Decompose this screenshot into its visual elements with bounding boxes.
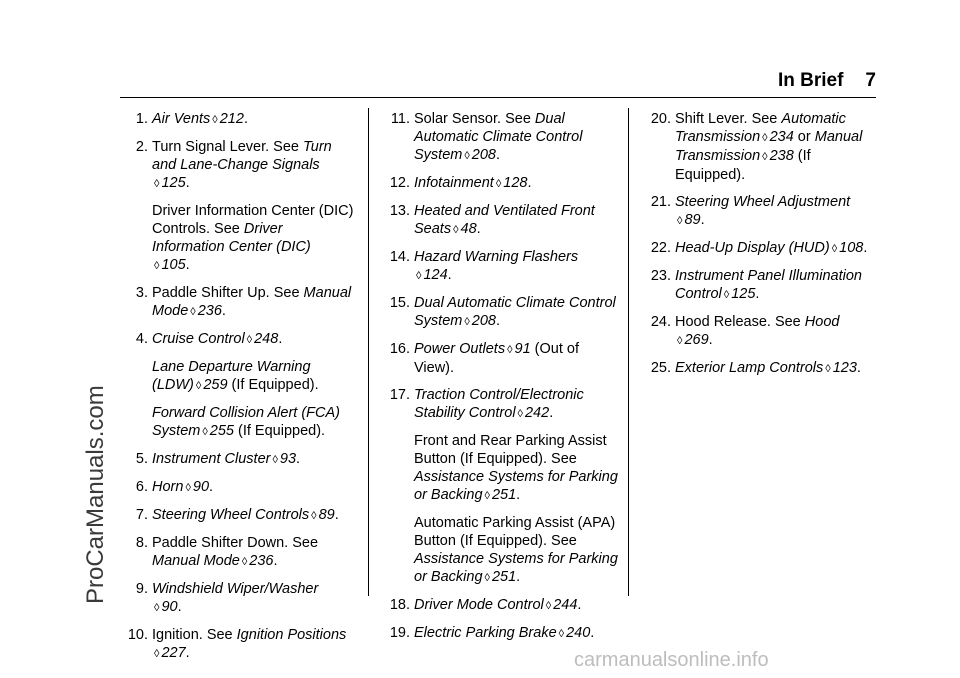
column-1 bbox=[120, 110, 358, 672]
header-divider bbox=[120, 97, 876, 98]
ref-title[interactable]: Turn and Lane-Change Signals bbox=[152, 139, 332, 173]
page-ref-icon: ◊ bbox=[195, 380, 202, 392]
ref-title[interactable]: Electric Parking Brake bbox=[414, 625, 557, 641]
callout-item-24: 24. Hood Release. See Hood ◊ 269. bbox=[650, 314, 840, 348]
ref-title[interactable]: Manual Mode bbox=[152, 553, 240, 569]
ref-title[interactable]: Infotainment bbox=[414, 175, 494, 191]
callout-subitem-4b: Forward Collision Alert (FCA) System ◊ 255 (If Equipped). bbox=[152, 405, 340, 439]
callout-item-19: 19. Electric Parking Brake ◊ 240. bbox=[389, 625, 595, 641]
page-ref-icon: ◊ bbox=[677, 335, 683, 347]
ref-title[interactable]: Hood bbox=[804, 314, 840, 330]
callout-item-21: 21. Steering Wheel Adjustment ◊ 89. bbox=[650, 194, 851, 228]
ref-title[interactable]: Lane Departure Warning (LDW) bbox=[152, 359, 311, 393]
page-ref[interactable]: 227 bbox=[161, 645, 186, 661]
callout-subitem-4a: Lane Departure Warning (LDW) ◊ 259 (If Equipped). bbox=[152, 359, 319, 393]
callout-item-14: 14. Hazard Warning Flashers ◊ 124. bbox=[389, 249, 579, 283]
page-ref[interactable]: 208 bbox=[471, 313, 496, 329]
callout-item-22: 22. Head-Up Display (HUD) ◊ 108. bbox=[650, 240, 868, 256]
page-ref[interactable]: 123 bbox=[832, 360, 857, 376]
page-ref-icon: ◊ bbox=[311, 510, 317, 522]
ref-title[interactable]: Hazard Warning Flashers bbox=[414, 249, 579, 265]
ref-title[interactable]: Driver Mode Control bbox=[414, 597, 544, 613]
ref-title[interactable]: Assistance Systems for Parking or Backing bbox=[414, 551, 618, 585]
page-header bbox=[778, 70, 876, 92]
page-ref-icon: ◊ bbox=[272, 454, 278, 466]
callout-subitem-17a: Front and Rear Parking Assist Button (If Equipped). See Assistance Systems for Parking or Backing ◊ 251. bbox=[414, 433, 618, 503]
callout-item-16: 16. Power Outlets ◊ 91 (Out of View). bbox=[389, 341, 580, 376]
ref-title[interactable]: Forward Collision Alert (FCA) System bbox=[152, 405, 340, 439]
page-ref-icon: ◊ bbox=[453, 224, 459, 236]
callout-item-25: 25. Exterior Lamp Controls ◊ 123. bbox=[650, 360, 861, 376]
page-ref-icon: ◊ bbox=[154, 648, 160, 660]
page-ref-icon: ◊ bbox=[241, 556, 248, 568]
callout-item-10: 10. Ignition. See Ignition Positions ◊ 227. bbox=[127, 627, 347, 661]
page-ref[interactable]: 90 bbox=[192, 479, 210, 495]
side-watermark: ProCarManuals.com bbox=[82, 385, 109, 604]
callout-item-2: 2. Turn Signal Lever. See Turn and Lane-Change Signals ◊ 125. bbox=[135, 139, 332, 191]
page-ref-icon: ◊ bbox=[517, 408, 523, 420]
ref-title[interactable]: Air Vents bbox=[152, 111, 211, 127]
page-ref-icon: ◊ bbox=[190, 306, 196, 318]
callout-item-23: 23. Instrument Panel Illumination Control ◊ 125. bbox=[650, 268, 862, 302]
callout-item-13: 13. Heated and Ventilated Front Seats ◊ 48. bbox=[389, 203, 595, 237]
callout-item-17: 17. Traction Control/Electronic Stability Control ◊ 242. bbox=[389, 387, 584, 421]
page-ref-icon: ◊ bbox=[246, 334, 253, 346]
page-ref[interactable]: 255 bbox=[209, 423, 234, 439]
page-number: 7 bbox=[865, 70, 876, 91]
page-ref[interactable]: 124 bbox=[423, 267, 448, 283]
ref-title[interactable]: Steering Wheel Adjustment bbox=[675, 194, 851, 210]
page-ref[interactable]: 90 bbox=[161, 599, 178, 615]
column-3 bbox=[643, 110, 873, 387]
callout-item-8: 8. Paddle Shifter Down. See Manual Mode ◊ 236. bbox=[135, 535, 319, 569]
page-ref[interactable]: 208 bbox=[471, 147, 496, 163]
ref-title[interactable]: Traction Control/Electronic Stability Control bbox=[414, 387, 584, 421]
page-ref-icon: ◊ bbox=[723, 289, 730, 301]
ref-title[interactable]: Dual Automatic Climate Control System bbox=[414, 111, 583, 163]
ref-title[interactable]: Ignition Positions bbox=[236, 627, 347, 643]
page-ref-icon: ◊ bbox=[185, 482, 191, 494]
page-ref-icon: ◊ bbox=[677, 215, 683, 227]
callout-item-11: 11. Solar Sensor. See Dual Automatic Climate Control System ◊ 208. bbox=[390, 111, 583, 163]
page-ref[interactable]: 236 bbox=[197, 303, 222, 319]
callout-item-9: 9. Windshield Wiper/Washer ◊ 90. bbox=[135, 581, 319, 615]
ref-title[interactable]: Driver Information Center (DIC) bbox=[152, 221, 311, 255]
page-ref[interactable]: 89 bbox=[318, 507, 335, 523]
page-ref[interactable]: 248 bbox=[254, 331, 279, 347]
column-divider-2 bbox=[628, 108, 629, 596]
page-ref[interactable]: 105 bbox=[161, 257, 186, 273]
page-ref-icon: ◊ bbox=[154, 260, 160, 272]
bottom-watermark: carmanualsonline.info bbox=[574, 649, 769, 671]
page-ref-icon: ◊ bbox=[762, 132, 768, 144]
page-ref[interactable]: 108 bbox=[839, 240, 864, 256]
page-ref-icon: ◊ bbox=[762, 151, 768, 163]
column-divider-1 bbox=[368, 108, 369, 596]
page-ref[interactable]: 234 bbox=[769, 129, 794, 145]
ref-title[interactable]: Steering Wheel Controls bbox=[152, 507, 310, 523]
callout-item-5: 5. Instrument Cluster ◊ 93. bbox=[135, 451, 301, 467]
callout-item-20: 20. Shift Lever. See Automatic Transmission ◊ 234 or Manual Transmission ◊ 238 (If Equipped). bbox=[650, 111, 863, 183]
page-ref-icon: ◊ bbox=[464, 316, 470, 328]
ref-title[interactable]: Head-Up Display (HUD) bbox=[675, 240, 830, 256]
page-ref[interactable]: 212 bbox=[219, 111, 244, 127]
ref-title[interactable]: Horn bbox=[152, 479, 184, 495]
callout-item-15: 15. Dual Automatic Climate Control System ◊ 208. bbox=[389, 295, 616, 329]
callout-item-18: 18. Driver Mode Control ◊ 244. bbox=[389, 597, 582, 613]
page-ref[interactable]: 125 bbox=[731, 286, 756, 302]
column-2 bbox=[382, 110, 620, 652]
page-ref[interactable]: 259 bbox=[203, 377, 228, 393]
page-ref[interactable]: 240 bbox=[566, 625, 591, 641]
ref-title[interactable]: Exterior Lamp Controls bbox=[675, 360, 824, 376]
page-ref-icon: ◊ bbox=[545, 600, 552, 612]
page-ref-icon: ◊ bbox=[464, 150, 470, 162]
page-ref-icon: ◊ bbox=[507, 344, 513, 356]
ref-title[interactable]: Power Outlets bbox=[414, 341, 506, 357]
page-ref-icon: ◊ bbox=[495, 178, 502, 190]
page-ref[interactable]: 242 bbox=[524, 405, 550, 421]
page-ref-icon: ◊ bbox=[484, 490, 490, 502]
ref-title[interactable]: Assistance Systems for Parking or Backing bbox=[414, 469, 618, 503]
ref-title[interactable]: Automatic Transmission bbox=[675, 111, 846, 145]
ref-title[interactable]: Cruise Control bbox=[152, 331, 245, 347]
page-ref[interactable]: 125 bbox=[161, 175, 186, 191]
page-ref[interactable]: 93 bbox=[279, 451, 297, 467]
page-ref-icon: ◊ bbox=[212, 114, 218, 126]
page-ref[interactable]: 269 bbox=[684, 332, 709, 348]
ref-title[interactable]: Manual Transmission bbox=[675, 129, 863, 164]
page-ref-icon: ◊ bbox=[154, 178, 160, 190]
callout-item-3: 3. Paddle Shifter Up. See Manual Mode ◊ 236. bbox=[135, 285, 352, 319]
page-ref-icon: ◊ bbox=[558, 628, 565, 640]
page-ref[interactable]: 236 bbox=[249, 553, 274, 569]
ref-title[interactable]: Dual Automatic Climate Control System bbox=[414, 295, 616, 329]
callout-item-1: 1. Air Vents ◊ 212. bbox=[135, 111, 248, 127]
page-ref-icon: ◊ bbox=[416, 270, 422, 282]
callout-subitem-17b: Automatic Parking Assist (APA) Button (If Equipped). See Assistance Systems for Parking or Backing ◊ 251. bbox=[414, 515, 618, 585]
ref-title[interactable]: Instrument Panel Illumination Control bbox=[675, 268, 862, 302]
page-ref[interactable]: 238 bbox=[769, 148, 794, 164]
callout-subitem-2a: Driver Information Center (DIC) Controls. See Driver Information Center (DIC) ◊ 105. bbox=[152, 203, 354, 273]
page-ref[interactable]: 89 bbox=[684, 212, 701, 228]
ref-title[interactable]: Heated and Ventilated Front Seats bbox=[414, 203, 595, 237]
callout-item-7: 7. Steering Wheel Controls ◊ 89. bbox=[135, 507, 339, 523]
page-ref-icon: ◊ bbox=[484, 572, 490, 584]
ref-title[interactable]: Manual Mode bbox=[152, 285, 352, 319]
page-ref[interactable]: 91 bbox=[514, 341, 531, 357]
page-ref[interactable]: 244 bbox=[553, 597, 578, 613]
page-ref-icon: ◊ bbox=[202, 426, 208, 438]
page-ref-icon: ◊ bbox=[154, 602, 160, 614]
callout-item-4: 4. Cruise Control ◊ 248. bbox=[135, 331, 283, 347]
page-ref-icon: ◊ bbox=[831, 243, 838, 255]
page-ref[interactable]: 251 bbox=[491, 569, 517, 585]
page-ref[interactable]: 251 bbox=[491, 487, 517, 503]
page-ref[interactable]: 128 bbox=[503, 175, 528, 191]
section-title: In Brief bbox=[777, 70, 844, 91]
ref-title[interactable]: Windshield Wiper/Washer bbox=[152, 581, 319, 597]
page-ref-icon: ◊ bbox=[825, 363, 831, 375]
page-ref[interactable]: 48 bbox=[460, 221, 477, 237]
ref-title[interactable]: Instrument Cluster bbox=[152, 451, 271, 467]
callout-item-12: 12. Infotainment ◊ 128. bbox=[389, 175, 532, 191]
callout-item-6: 6. Horn ◊ 90. bbox=[135, 479, 214, 495]
